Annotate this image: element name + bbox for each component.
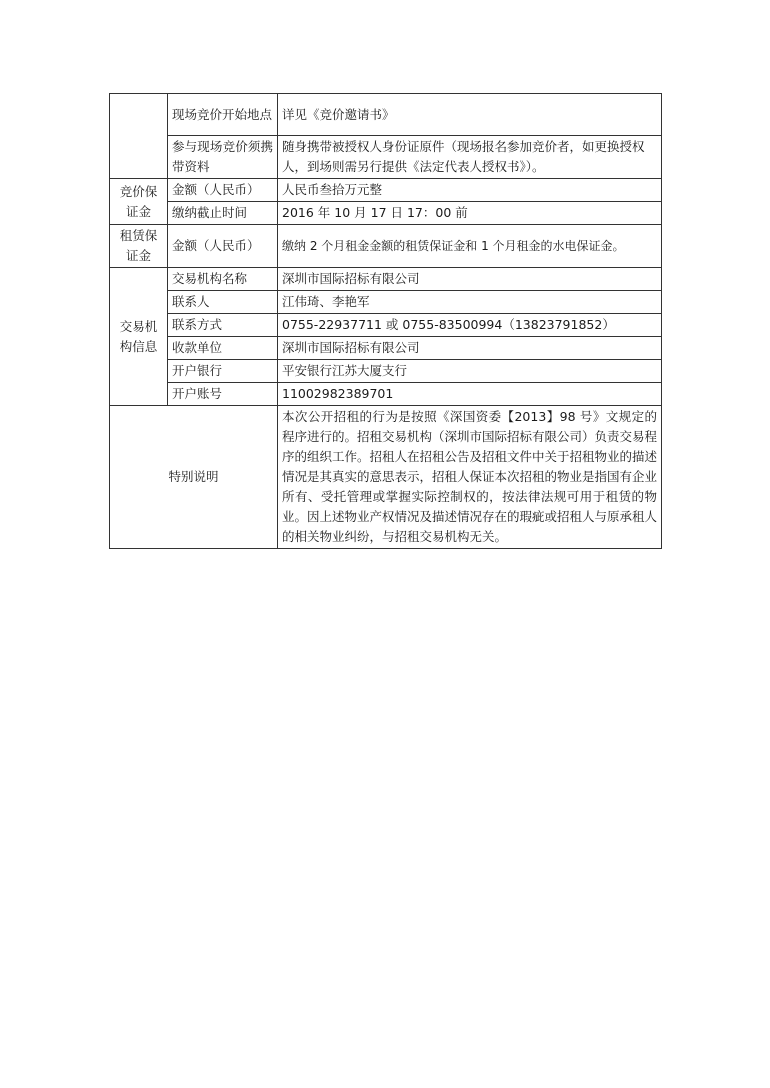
materials-value: 随身携带被授权人身份证原件（现场报名参加竞价者，如更换授权人，到场则需另行提供《法定代表人授权书》）。 <box>278 136 662 179</box>
agency-payee-value: 深圳市国际招标有限公司 <box>278 337 662 360</box>
bid-deposit-group-label: 竞价保证金 <box>110 179 168 225</box>
bid-deposit-amount-label: 金额（人民币） <box>168 179 278 202</box>
agency-contact-value: 江伟琦、李艳军 <box>278 291 662 314</box>
special-label: 特别说明 <box>110 406 278 549</box>
row-agency-account <box>110 383 662 406</box>
agency-contact-label: 联系人 <box>168 291 278 314</box>
venue-value: 详见《竞价邀请书》 <box>278 94 662 136</box>
agency-phone-value: 0755-22937711 或 0755-83500994（13823791852） <box>278 314 662 337</box>
agency-account-label: 开户账号 <box>168 383 278 406</box>
row-agency-name <box>110 268 662 291</box>
row-venue <box>110 94 662 136</box>
lease-deposit-amount-label: 金额（人民币） <box>168 225 278 268</box>
special-text: 本次公开招租的行为是按照《深国资委【2013】98 号》文规定的程序进行的。招租交易机构（深圳市国际招标有限公司）负责交易程序的组织工作。招租人在招租公告及招租文件中关于招租物业的描述情况是其真实的意思表示，招租人保证本次招租的物业是指国有企业所有、受托管理或掌握实际控制权的，按法律法规可用于租赁的物业。因上述物业产权情况及描述情况存在的瑕疵或招租人与原承租人的相关物业纠纷，与招租交易机构无关。 <box>278 406 662 549</box>
empty-group-cell <box>110 94 168 179</box>
row-special <box>110 406 662 549</box>
lease-deposit-amount-value: 缴纳 2 个月租金金额的租赁保证金和 1 个月租金的水电保证金。 <box>278 225 662 268</box>
row-materials <box>110 136 662 179</box>
agency-account-value: 11002982389701 <box>278 383 662 406</box>
row-agency-phone <box>110 314 662 337</box>
agency-payee-label: 收款单位 <box>168 337 278 360</box>
row-agency-payee <box>110 337 662 360</box>
bid-deposit-deadline-value: 2016 年 10 月 17 日 17：00 前 <box>278 202 662 225</box>
lease-deposit-group-label: 租赁保证金 <box>110 225 168 268</box>
agency-bank-label: 开户银行 <box>168 360 278 383</box>
info-table <box>109 93 662 549</box>
agency-group-label: 交易机构信息 <box>110 268 168 406</box>
agency-phone-label: 联系方式 <box>168 314 278 337</box>
materials-label: 参与现场竞价须携带资料 <box>168 136 278 179</box>
agency-bank-value: 平安银行江苏大厦支行 <box>278 360 662 383</box>
row-bid-deposit-deadline <box>110 202 662 225</box>
row-agency-contact <box>110 291 662 314</box>
bid-deposit-amount-value: 人民币叁拾万元整 <box>278 179 662 202</box>
agency-name-label: 交易机构名称 <box>168 268 278 291</box>
venue-label: 现场竞价开始地点 <box>168 94 278 136</box>
row-lease-deposit <box>110 225 662 268</box>
agency-name-value: 深圳市国际招标有限公司 <box>278 268 662 291</box>
row-bid-deposit-amount <box>110 179 662 202</box>
row-agency-bank <box>110 360 662 383</box>
bid-deposit-deadline-label: 缴纳截止时间 <box>168 202 278 225</box>
